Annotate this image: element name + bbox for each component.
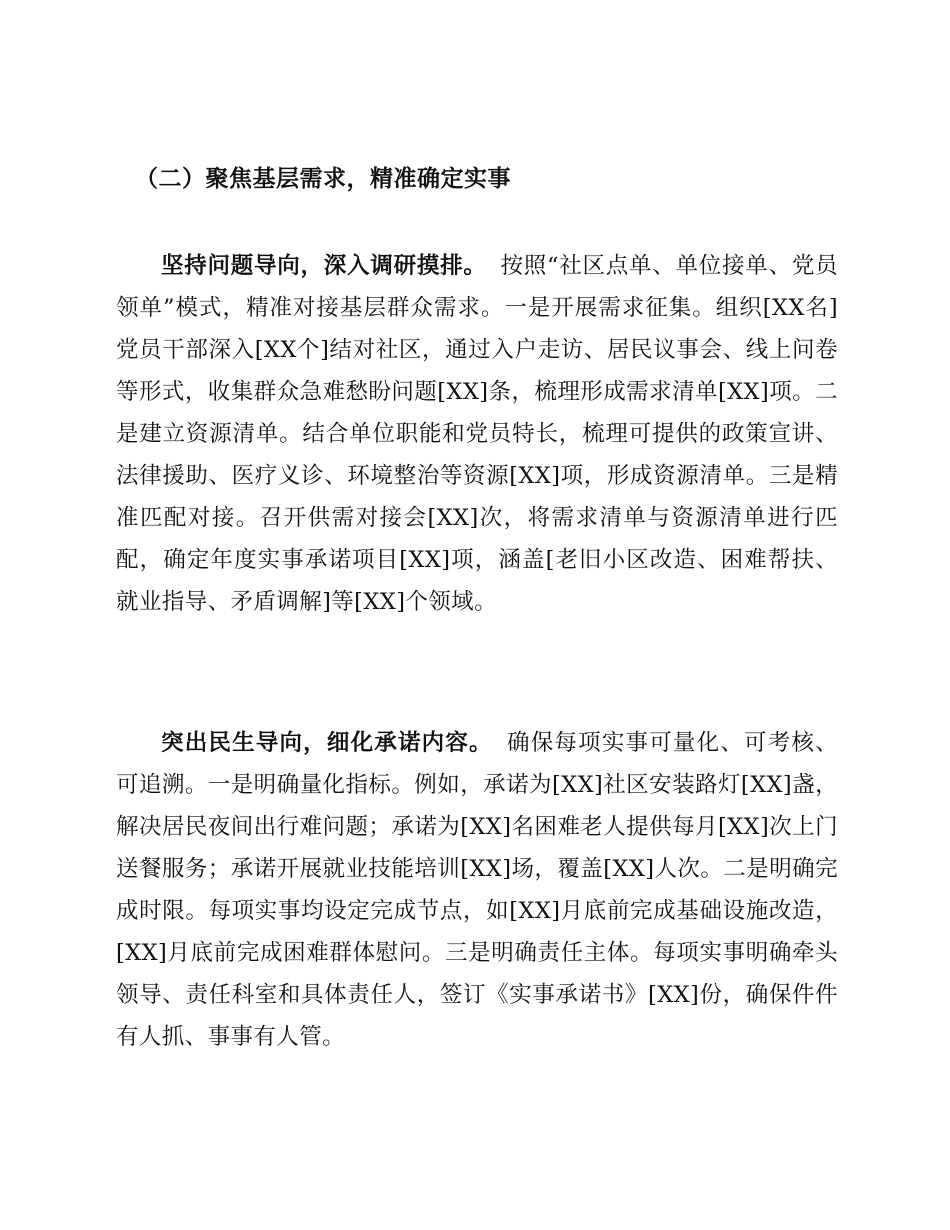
paragraph-body: 确保每项实事可量化、可考核、可追溯。一是明确量化指标。例如，承诺为[XX]社区安装路灯[XX]盏，解决居民夜间出行难问题；承诺为[XX]名困难老人提供每月[XX]次上门送餐服务；承诺开展就业技能培训[XX]场，覆盖[XX]人次。二是明确完成时限。每项实事均设定完成节点，如[XX]月底前完成基础设施改造，[XX]月底前完成困难群体慰问。三是明确责任主体。每项实事明确牵头领导、责任科室和具体责任人，签订《实事承诺书》[XX]份，确保件件有人抓、事事有人管。: [116, 730, 838, 1050]
paragraph-commitment-content: [116, 722, 838, 1058]
paragraph-demand-survey: [116, 245, 838, 623]
section-heading: （二）聚焦基层需求，精准确定实事: [135, 165, 511, 192]
paragraph-lead: 突出民生导向，细化承诺内容。: [161, 730, 493, 756]
paragraph-lead: 坚持问题导向，深入调研摸排。: [161, 253, 487, 279]
paragraph-body: 按照“社区点单、单位接单、党员领单”模式，精准对接基层群众需求。一是开展需求征集。组织[XX名]党员干部深入[XX个]结对社区，通过入户走访、居民议事会、线上问卷等形式，收集群众急难愁盼问题[XX]条，梳理形成需求清单[XX]项。二是建立资源清单。结合单位职能和党员特长，梳理可提供的政策宣讲、法律援助、医疗义诊、环境整治等资源[XX]项，形成资源清单。三是精准匹配对接。召开供需对接会[XX]次，将需求清单与资源清单进行匹配，确定年度实事承诺项目[XX]项，涵盖[老旧小区改造、困难帮扶、就业指导、矛盾调解]等[XX]个领域。: [116, 253, 838, 615]
